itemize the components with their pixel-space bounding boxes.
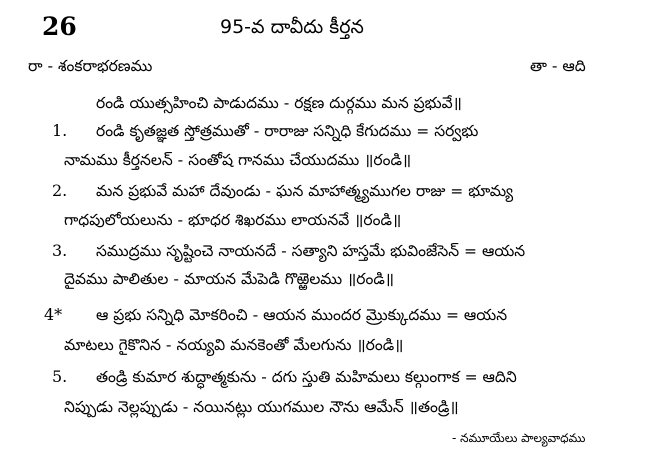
verse-line: ఆ ప్రభు సన్నిధి మోకరించి - ఆయన ముందర మ్రొక్కుదము = ఆయన [96,306,508,324]
verse-line: మన ప్రభువే మహా దేవుండు - ఘన మాహాత్మ్యముగల రాజు = భూమ్య [96,182,514,200]
verse-number: 3. [52,241,68,260]
hymn-title: 95-వ దావీదు కీర్తన [220,16,364,38]
pallavi-line: రండి యుత్సహించి పాడుదము - రక్షణ దుర్గము మన ప్రభువే॥ [96,94,462,112]
verse-line: నామము కీర్తనలన్ - సంతోష గానము చేయుదము ॥రండి॥ [64,151,412,169]
page-number: 26 [42,12,77,41]
verse-line: తండ్రి కుమార శుద్ధాత్మకును - దగు స్తుతి మహిమలు కల్గుంగాక = ఆదిని [96,368,517,386]
verse-line: నిప్పుడు నెల్లప్పుడు - నయినట్లు యుగముల నౌను ఆమేన్ ॥తండ్రి॥ [64,398,459,416]
verse-number: 1. [52,121,68,140]
verse-number: 5. [52,367,68,386]
verse-line: గాధపులోయలును - భూధర శిఖరము లాయనవే ॥రండి॥ [64,211,402,229]
verse-line: రండి కృతజ్ఞత స్తోత్రముతో - రారాజు సన్నిధి కేగుదము = సర్వభు [96,122,479,140]
verse-number: 4* [44,305,63,324]
verse-line: మాటలు గైకొనిన - నయ్యవి మనకెంతో మేలగును ॥రండి॥ [64,336,404,354]
author-credit: - నమూయేలు పాల్యవాధము [452,431,586,445]
verse-number: 2. [52,181,68,200]
tala-label: తా - ఆది [530,57,586,75]
verse-line: దైవము పాలితుల - మాయన మేపెడి గొఱ్ఱెలము ॥రండి॥ [64,270,395,288]
raga-label: రా - శంకరాభరణము [28,57,153,75]
verse-line: సముద్రము సృష్టించె నాయనదే - సత్యాని హస్తమే భువింజేసెన్ = ఆయన [96,242,526,260]
